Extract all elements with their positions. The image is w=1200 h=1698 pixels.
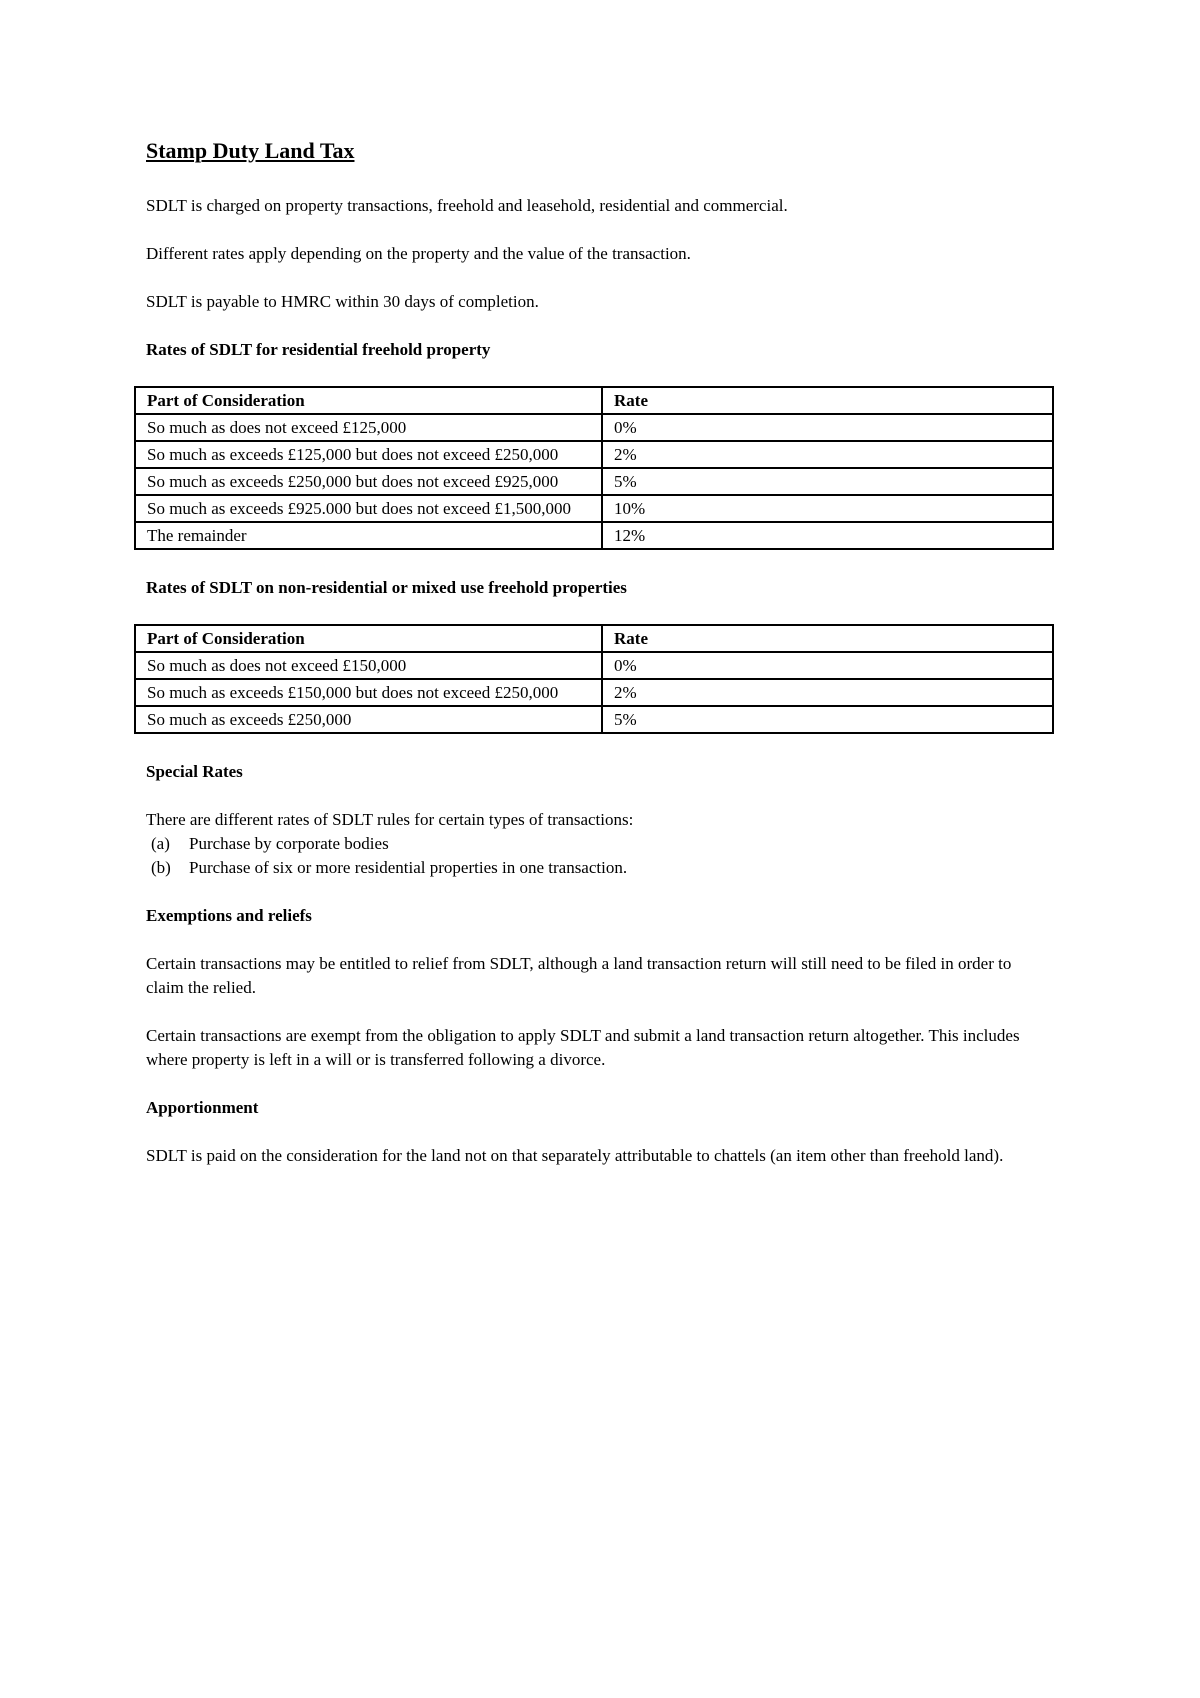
exemptions-paragraph-1: Certain transactions may be entitled to relief from SDLT, although a land transaction return will still need to be filed in order to claim the relied. — [146, 954, 1012, 998]
consideration-cell: So much as exceeds £250,000 — [135, 706, 602, 733]
rate-cell: 2% — [602, 441, 1053, 468]
rate-cell: 2% — [602, 679, 1053, 706]
consideration-cell: So much as exceeds £150,000 but does not exceed £250,000 — [135, 679, 602, 706]
table-header-row — [135, 625, 1053, 652]
intro-paragraph-1: SDLT is charged on property transactions, freehold and leasehold, residential and commercial. — [146, 196, 788, 216]
table-row — [135, 706, 1053, 733]
table-row — [135, 468, 1053, 495]
rate-cell: 0% — [602, 414, 1053, 441]
consideration-cell: So much as exceeds £925.000 but does not exceed £1,500,000 — [135, 495, 602, 522]
consideration-cell: So much as does not exceed £150,000 — [135, 652, 602, 679]
consideration-cell: So much as does not exceed £125,000 — [135, 414, 602, 441]
column-header-part: Part of Consideration — [135, 387, 602, 414]
exemptions-heading: Exemptions and reliefs — [146, 906, 312, 926]
list-marker: (a) — [151, 834, 170, 854]
table-row — [135, 679, 1053, 706]
list-item-text: Purchase of six or more residential properties in one transaction. — [189, 858, 628, 878]
consideration-cell: So much as exceeds £250,000 but does not exceed £925,000 — [135, 468, 602, 495]
table-row — [135, 652, 1053, 679]
special-rates-paragraph: There are different rates of SDLT rules for certain types of transactions: — [146, 810, 634, 830]
rate-cell: 12% — [602, 522, 1053, 549]
non-residential-rates-table — [134, 624, 1054, 734]
residential-rates-heading: Rates of SDLT for residential freehold property — [146, 340, 491, 360]
consideration-cell: So much as exceeds £125,000 but does not exceed £250,000 — [135, 441, 602, 468]
rate-cell: 5% — [602, 706, 1053, 733]
consideration-cell: The remainder — [135, 522, 602, 549]
list-item — [146, 856, 1052, 880]
list-item — [146, 832, 1052, 856]
special-rates-list — [146, 832, 1052, 880]
list-item-text: Purchase by corporate bodies — [189, 834, 389, 854]
column-header-rate: Rate — [602, 625, 1053, 652]
table-header-row — [135, 387, 1053, 414]
rate-cell: 0% — [602, 652, 1053, 679]
intro-paragraph-2: Different rates apply depending on the property and the value of the transaction. — [146, 244, 691, 264]
table-row — [135, 522, 1053, 549]
column-header-part: Part of Consideration — [135, 625, 602, 652]
list-marker: (b) — [151, 858, 171, 878]
document-page — [146, 138, 1052, 1192]
exemptions-paragraph-2: Certain transactions are exempt from the obligation to apply SDLT and submit a land transaction return altogether. This includes where property is left in a will or is transferred following a divorce. — [146, 1026, 1020, 1070]
apportionment-heading: Apportionment — [146, 1098, 259, 1118]
residential-rates-table — [134, 386, 1054, 550]
non-residential-rates-heading: Rates of SDLT on non-residential or mixed use freehold properties — [146, 578, 627, 598]
column-header-rate: Rate — [602, 387, 1053, 414]
table-row — [135, 414, 1053, 441]
special-rates-heading: Special Rates — [146, 762, 243, 782]
intro-paragraph-3: SDLT is payable to HMRC within 30 days of completion. — [146, 292, 539, 312]
table-row — [135, 441, 1053, 468]
rate-cell: 10% — [602, 495, 1053, 522]
apportionment-paragraph: SDLT is paid on the consideration for the land not on that separately attributable to chattels (an item other than freehold land). — [146, 1146, 1004, 1166]
document-title: Stamp Duty Land Tax — [146, 138, 355, 163]
rate-cell: 5% — [602, 468, 1053, 495]
table-row — [135, 495, 1053, 522]
